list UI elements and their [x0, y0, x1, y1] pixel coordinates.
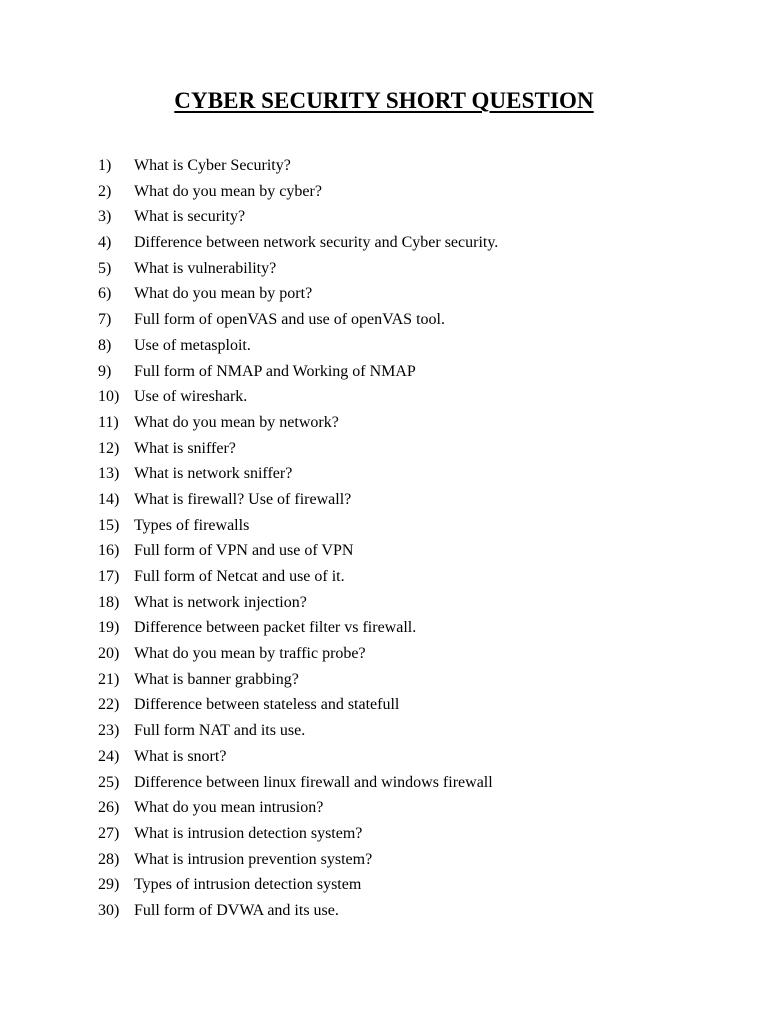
question-number: 21)	[98, 670, 120, 688]
list-item	[98, 538, 498, 564]
list-item	[98, 872, 498, 898]
question-text: Types of firewalls	[134, 516, 250, 534]
question-number: 17)	[98, 568, 120, 585]
question-text: What is firewall? Use of firewall?	[134, 490, 352, 508]
list-item	[98, 204, 498, 230]
question-number: 15)	[98, 516, 120, 534]
question-text: Full form of Netcat and use of it.	[134, 568, 345, 585]
list-item	[98, 692, 498, 718]
list-item	[98, 898, 498, 924]
list-item	[98, 487, 498, 513]
list-item	[98, 307, 498, 333]
question-number: 24)	[98, 747, 120, 765]
question-text: What is snort?	[134, 747, 227, 765]
question-number: 3)	[98, 208, 112, 226]
list-item	[98, 641, 498, 667]
question-number: 13)	[98, 465, 120, 483]
list-item	[98, 770, 498, 796]
question-text: Difference between stateless and statefull	[134, 696, 400, 714]
question-text: What is network injection?	[134, 593, 307, 611]
question-number: 5)	[98, 259, 112, 277]
list-item	[98, 256, 498, 282]
question-number: 26)	[98, 799, 120, 817]
question-text: What is sniffer?	[134, 439, 236, 457]
question-text: What is intrusion prevention system?	[134, 850, 373, 868]
list-item	[98, 615, 498, 641]
question-number: 18)	[98, 593, 120, 611]
question-text: What do you mean by network?	[134, 413, 339, 431]
list-item	[98, 795, 498, 821]
question-number: 16)	[98, 542, 120, 560]
question-number: 23)	[98, 722, 120, 740]
list-item	[98, 436, 498, 462]
question-list	[98, 153, 498, 924]
question-number: 8)	[98, 336, 112, 354]
list-item	[98, 847, 498, 873]
question-text: Use of wireshark.	[134, 388, 248, 406]
question-number: 2)	[98, 182, 112, 200]
question-text: Full form of NMAP and Working of NMAP	[134, 362, 416, 380]
question-number: 14)	[98, 490, 120, 508]
question-text: What do you mean by traffic probe?	[134, 645, 366, 663]
question-text: What do you mean by cyber?	[134, 182, 322, 200]
question-number: 10)	[98, 388, 120, 406]
question-number: 12)	[98, 439, 120, 457]
question-text: What is banner grabbing?	[134, 670, 299, 688]
list-item	[98, 410, 498, 436]
question-text: Use of metasploit.	[134, 336, 251, 354]
question-number: 7)	[98, 311, 112, 329]
list-item	[98, 333, 498, 359]
question-text: Full form of openVAS and use of openVAS tool.	[134, 311, 445, 329]
question-number: 20)	[98, 645, 120, 663]
page-title: CYBER SECURITY SHORT QUESTION	[174, 88, 594, 113]
list-item	[98, 590, 498, 616]
question-number: 1)	[98, 157, 112, 174]
question-text: Full form NAT and its use.	[134, 722, 306, 740]
question-number: 27)	[98, 824, 120, 842]
list-item	[98, 179, 498, 205]
list-item	[98, 513, 498, 539]
list-item	[98, 667, 498, 693]
list-item	[98, 281, 498, 307]
question-text: Difference between linux firewall and windows firewall	[134, 773, 493, 791]
question-number: 11)	[98, 413, 119, 431]
question-text: Full form of DVWA and its use.	[134, 901, 339, 919]
list-item	[98, 153, 498, 179]
question-number: 4)	[98, 234, 112, 252]
question-text: Difference between network security and Cyber security.	[134, 234, 499, 252]
list-item	[98, 359, 498, 385]
list-item	[98, 230, 498, 256]
question-text: What is vulnerability?	[134, 259, 277, 277]
question-number: 25)	[98, 773, 120, 791]
question-number: 22)	[98, 696, 120, 714]
question-text: What is Cyber Security?	[134, 157, 291, 174]
question-text: Full form of VPN and use of VPN	[134, 542, 354, 560]
question-text: What is intrusion detection system?	[134, 824, 363, 842]
question-text: What is security?	[134, 208, 246, 226]
question-number: 19)	[98, 619, 120, 637]
question-number: 28)	[98, 850, 120, 868]
question-text: What do you mean by port?	[134, 285, 313, 303]
question-number: 30)	[98, 901, 120, 919]
question-number: 6)	[98, 285, 112, 303]
question-number: 9)	[98, 362, 112, 380]
list-item	[98, 564, 498, 590]
list-item	[98, 384, 498, 410]
question-text: Difference between packet filter vs firewall.	[134, 619, 417, 637]
question-text: Types of intrusion detection system	[134, 876, 362, 894]
question-number: 29)	[98, 876, 120, 894]
list-item	[98, 821, 498, 847]
list-item	[98, 461, 498, 487]
question-text: What do you mean intrusion?	[134, 799, 324, 817]
list-item	[98, 718, 498, 744]
list-item	[98, 744, 498, 770]
question-text: What is network sniffer?	[134, 465, 293, 483]
